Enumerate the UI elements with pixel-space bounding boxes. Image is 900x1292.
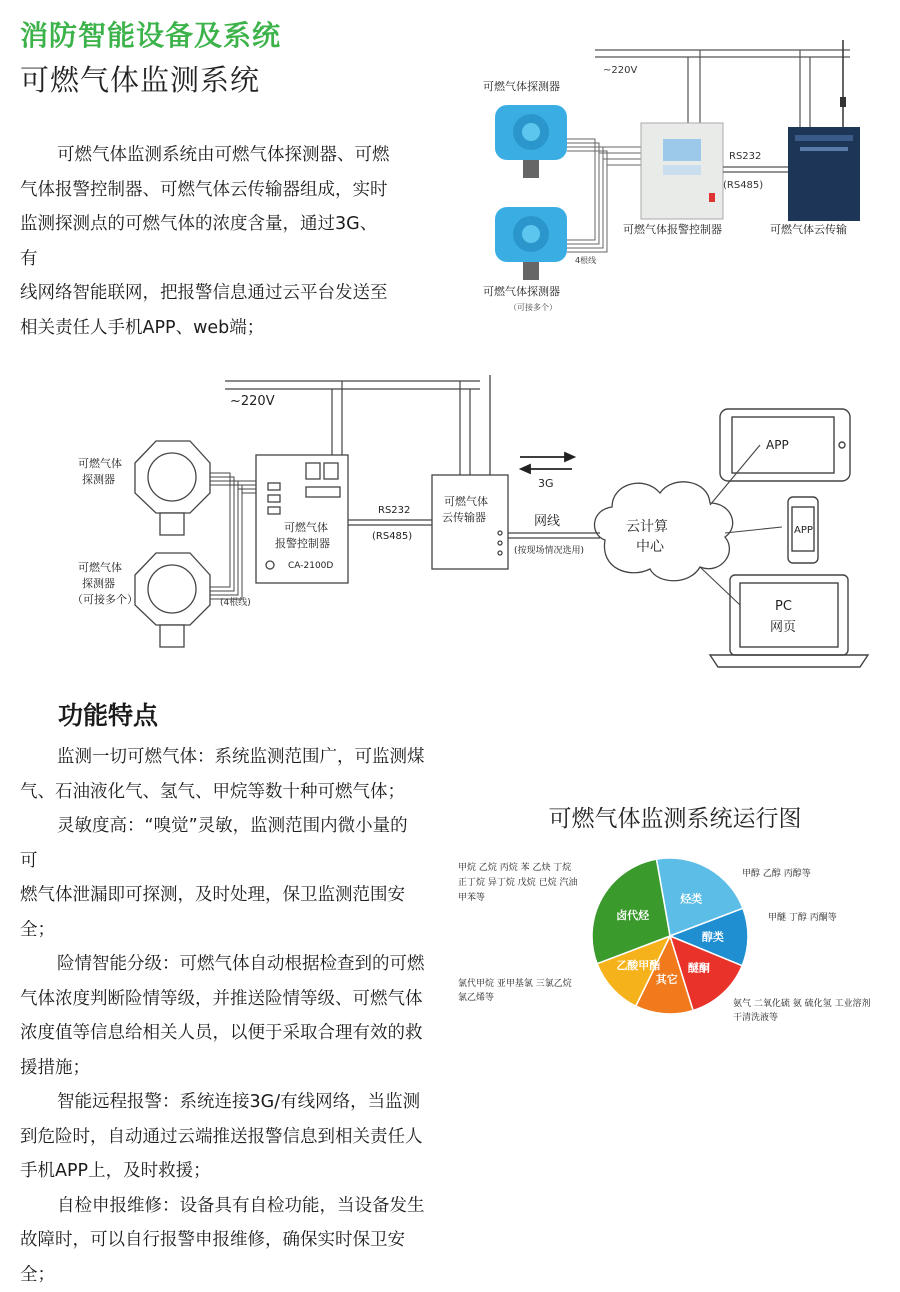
pie-slice-label: 烃类	[680, 892, 703, 906]
link-bottom-label: (RS485)	[723, 180, 764, 191]
feature-line: 燃气体泄漏即可探测，及时处理，保卫监测范围安	[20, 885, 405, 905]
pie-slice-label: 卤代烃	[616, 908, 650, 922]
main-detector-1-label-2: 探测器	[82, 473, 115, 486]
feature-line: 到危险时，自动通过云端推送报警信息到相关责任人	[20, 1126, 423, 1147]
gas-category-pie	[450, 840, 890, 1030]
feature-line: 监测一切可燃气体：系统监测范围广，可监测煤	[57, 747, 425, 767]
feature-line: 浓度值等信息给相关人员，以便于采取合理有效的救	[20, 1023, 423, 1043]
wired-label: 网线	[534, 514, 561, 529]
main-detector-2-note: （可接多个）	[72, 593, 138, 606]
phone-label: APP	[794, 525, 813, 536]
tablet-label: APP	[766, 438, 789, 452]
pie-title: 可燃气体监测系统运行图	[548, 806, 802, 832]
main-controller-model: CA-2100D	[288, 561, 334, 571]
note-hydrocarbon-2: 正丁烷 异丁烷 戊烷 已烷 汽油	[458, 878, 578, 888]
main-transmitter-label-2: 云传输器	[442, 511, 486, 524]
feature-line: 手机APP上，及时救援；	[20, 1161, 211, 1181]
feature-line: 故障时，可以自行报警申报维修，确保实时保卫安全；	[20, 1230, 405, 1285]
pie-slice-label: 醇类	[701, 930, 724, 944]
detector-bottom-label: 可燃气体探测器	[483, 285, 560, 298]
cloud-device-label: 可燃气体云传输	[770, 223, 847, 236]
intro-line: 可燃气体监测系统由可燃气体探测器、可燃	[57, 145, 390, 165]
detector-bottom-note: （可接多个）	[509, 303, 557, 312]
wire-count-label: 4根线	[575, 256, 597, 265]
main-system-diagram	[60, 365, 880, 675]
top-system-diagram	[465, 35, 895, 325]
main-link-top: RS232	[378, 505, 411, 516]
link-top-label: RS232	[729, 151, 762, 162]
features-heading: 功能特点	[58, 701, 159, 730]
main-detector-1-label-1: 可燃气体	[78, 457, 122, 470]
note-halocarbon-2: 氯乙烯等	[458, 993, 495, 1003]
pie-slice-label: 乙酸甲酯	[616, 958, 661, 972]
controller-label: 可燃气体报警控制器	[623, 223, 722, 236]
feature-line: 自检申报维修：设备具有自检功能，当设备发生	[57, 1195, 425, 1216]
detector-bottom-icon	[495, 207, 567, 280]
note-hydrocarbon-3: 甲苯等	[458, 893, 486, 903]
note-other-1: 氨气 二氧化硫 氨 硫化氢 工业溶剂	[733, 999, 871, 1009]
feature-line: 灵敏度高：“嗅觉”灵敏，监测范围内微小量的可	[20, 816, 408, 871]
intro-line: 相关责任人手机APP、web端；	[20, 317, 265, 338]
main-detector-2-label-1: 可燃气体	[78, 561, 122, 574]
main-power-label: ~220V	[230, 394, 275, 409]
laptop-label-1: PC	[775, 599, 792, 614]
cloud-device-box	[788, 127, 860, 221]
feature-line: 险情智能分级：可燃气体自动根据检查到的可燃	[57, 954, 425, 974]
brand-heading: 消防智能设备及系统	[20, 19, 282, 52]
wired-note: (按现场情况选用)	[514, 546, 585, 556]
note-ether-ketone: 甲醚 丁醇 丙酮等	[768, 913, 837, 923]
feature-line: 智能远程报警：系统连接3G/有线网络，当监测	[57, 1092, 421, 1112]
feature-line: 气、石油液化气、氢气、甲烷等数十种可燃气体；	[20, 781, 405, 802]
note-other-2: 干清洗液等	[733, 1013, 779, 1023]
note-halocarbon-1: 氯代甲烷 亚甲基氯 三氯乙烷	[458, 979, 572, 989]
note-alcohol: 甲醇 乙醇 丙醇等	[742, 869, 811, 879]
main-detector-2-label-2: 探测器	[82, 577, 115, 590]
feature-line: 气体浓度判断险情等级，并推送险情等级、可燃气体	[20, 988, 423, 1009]
power-label: ~220V	[603, 65, 638, 76]
pie-slice-label: 其它	[655, 972, 678, 986]
page-title: 可燃气体监测系统	[20, 63, 261, 97]
main-detector-2-icon	[135, 553, 210, 647]
detector-top-label: 可燃气体探测器	[483, 80, 560, 93]
main-link-bottom: (RS485)	[372, 531, 413, 542]
main-wire-count: (4根线)	[220, 598, 251, 608]
pie-slice-label: 醚酮	[687, 961, 710, 975]
intro-paragraph	[20, 138, 390, 345]
intro-line: 气体报警控制器、可燃气体云传输器组成，实时	[20, 179, 388, 200]
laptop-label-2: 网页	[770, 620, 797, 635]
main-transmitter-label-1: 可燃气体	[444, 495, 488, 508]
feature-line: 援措施；	[20, 1057, 90, 1078]
cloud-label-2: 中心	[636, 539, 664, 555]
intro-line: 监测探测点的可燃气体的浓度含量，通过3G、有	[20, 214, 378, 269]
cloud-label-1: 云计算	[626, 519, 668, 535]
detector-top-icon	[495, 105, 567, 178]
intro-line: 线网络智能联网，把报警信息通过云平台发送至	[20, 283, 388, 303]
note-hydrocarbon-1: 甲烷 乙烷 丙烷 苯 乙炔 丁烷	[458, 863, 572, 873]
feature-line: 全；	[20, 919, 55, 940]
features-paragraph	[20, 740, 425, 1292]
main-controller-label-2: 报警控制器	[275, 537, 330, 550]
main-controller-label-1: 可燃气体	[284, 521, 328, 534]
controller-box	[641, 123, 723, 219]
wireless-arrows-icon	[520, 453, 574, 473]
main-detector-1-icon	[135, 441, 210, 535]
wireless-label: 3G	[538, 477, 554, 490]
